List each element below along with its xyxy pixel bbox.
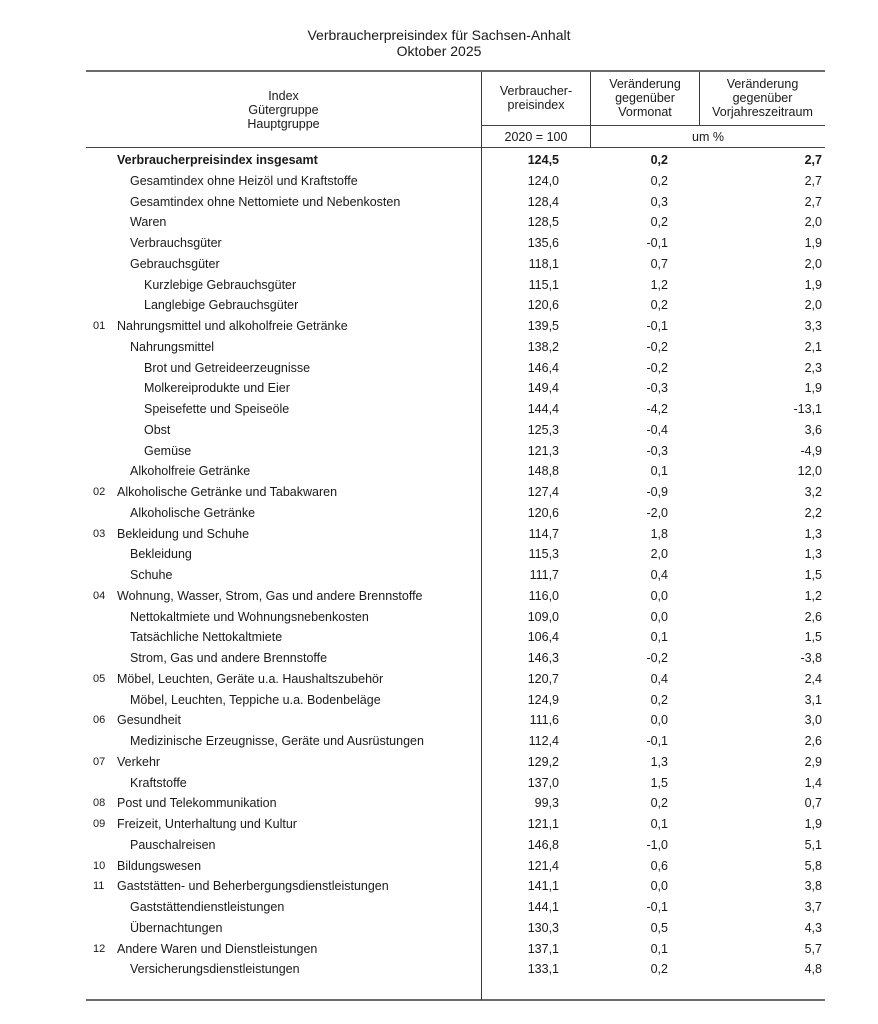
row-vorjahr: 2,7 — [804, 173, 822, 188]
table-row — [86, 876, 825, 897]
row-label: Alkoholische Getränke — [130, 505, 256, 520]
row-vorjahr: 1,2 — [804, 588, 822, 603]
row-vpi: 135,6 — [527, 236, 559, 250]
row-vormonat: -0,1 — [646, 319, 668, 333]
row-vormonat: 0,1 — [650, 464, 668, 479]
row-vorjahr: 3,7 — [804, 900, 822, 914]
table-bottom-rule — [86, 999, 825, 1001]
row-vorjahr: 5,8 — [804, 858, 822, 873]
row-vorjahr: 2,2 — [804, 505, 822, 520]
row-label: Möbel, Leuchten, Teppiche u.a. Bodenbeläge — [130, 692, 381, 707]
row-vorjahr: 2,0 — [804, 298, 822, 313]
header-vorjahr-line: Vorjahreszeitraum — [712, 105, 813, 119]
row-vorjahr: 2,1 — [804, 339, 822, 354]
row-vpi: 115,1 — [528, 277, 559, 292]
row-label: Alkoholische Getränke und Tabakwaren — [117, 485, 338, 499]
row-vpi: 124,9 — [527, 692, 559, 707]
row-vormonat: 0,5 — [650, 920, 668, 935]
row-vorjahr: 1,9 — [804, 381, 822, 396]
table-row — [86, 752, 825, 773]
row-vorjahr: 3,6 — [804, 422, 822, 437]
title-line-2: Oktober 2025 — [396, 43, 482, 59]
table-row — [86, 710, 825, 731]
row-vpi: 109,0 — [527, 609, 559, 624]
row-vorjahr: 0,7 — [804, 796, 822, 811]
table-row — [86, 503, 825, 524]
row-vorjahr: 1,9 — [804, 236, 822, 250]
row-vpi: 130,3 — [527, 920, 559, 935]
row-label: Bildungswesen — [117, 858, 202, 873]
table-row — [86, 897, 825, 918]
row-vpi: 127,4 — [527, 485, 559, 499]
row-label: Wohnung, Wasser, Strom, Gas und andere Brennstoffe — [117, 588, 423, 603]
row-vorjahr: 4,8 — [804, 962, 822, 977]
row-code: 10 — [93, 859, 106, 872]
row-vorjahr: 3,2 — [804, 485, 822, 499]
table-row — [86, 814, 825, 835]
table-row — [86, 627, 825, 648]
header-index — [86, 89, 481, 131]
row-label: Nahrungsmittel — [130, 339, 215, 354]
row-vormonat: 1,5 — [650, 775, 668, 790]
header-vormonat-line: Veränderung — [609, 77, 681, 91]
row-label: Speisefette und Speiseöle — [144, 402, 290, 416]
table-row — [86, 524, 825, 545]
header-vpi-line: Verbraucher- — [499, 84, 573, 98]
row-vorjahr: 2,3 — [804, 360, 822, 375]
header-vpi-line: preisindex — [507, 98, 565, 112]
table-row — [86, 669, 825, 690]
table-row — [86, 171, 825, 192]
row-vorjahr: 3,0 — [804, 713, 822, 728]
row-vpi: 99,3 — [534, 796, 559, 811]
table-row — [86, 731, 825, 752]
row-vpi: 115,3 — [528, 547, 559, 562]
row-vpi: 144,1 — [527, 900, 559, 914]
header-vpi — [482, 84, 590, 112]
row-vpi: 121,3 — [527, 443, 559, 458]
row-vorjahr: 2,7 — [804, 194, 822, 209]
table-row — [86, 482, 825, 503]
row-vormonat: 0,3 — [650, 194, 668, 209]
table-row — [86, 441, 825, 462]
row-vormonat: 0,4 — [650, 671, 668, 686]
row-vorjahr: 1,3 — [804, 526, 822, 541]
header-vormonat — [591, 77, 699, 119]
row-vorjahr: 5,1 — [804, 837, 822, 852]
row-vpi: 118,1 — [528, 256, 559, 271]
row-vormonat: -0,1 — [646, 900, 668, 914]
row-vormonat: 0,2 — [650, 298, 668, 313]
row-label: Gaststätten- und Beherbergungsdienstleistungen — [117, 879, 389, 894]
row-vorjahr: 1,9 — [804, 277, 822, 292]
row-vormonat: 0,4 — [650, 568, 668, 582]
row-code: 09 — [93, 818, 106, 830]
row-vpi: 111,7 — [529, 568, 559, 582]
row-vpi: 116,0 — [528, 588, 559, 603]
header-vormonat-line: Vormonat — [618, 105, 672, 119]
row-label: Gesamtindex ohne Nettomiete und Nebenkosten — [130, 194, 401, 209]
row-vorjahr: 3,3 — [804, 319, 822, 333]
row-vpi: 111,6 — [529, 713, 559, 728]
row-vormonat: -4,2 — [646, 402, 668, 416]
row-label: Gaststättendienstleistungen — [130, 900, 285, 914]
table-row — [86, 856, 825, 877]
table-row — [86, 835, 825, 856]
row-label: Pauschalreisen — [130, 837, 216, 852]
row-vpi: 106,4 — [527, 630, 559, 645]
row-vormonat: 0,1 — [650, 817, 668, 831]
row-label: Übernachtungen — [130, 920, 223, 935]
table-row — [86, 607, 825, 628]
header-unit-change: um % — [692, 130, 724, 144]
row-code: 12 — [93, 942, 106, 955]
title-line-1: Verbraucherpreisindex für Sachsen-Anhalt — [307, 27, 571, 43]
row-label: Post und Telekommunikation — [117, 796, 277, 811]
row-vpi: 121,4 — [527, 858, 559, 873]
row-vpi: 137,1 — [527, 941, 559, 956]
table-top-rule — [86, 70, 825, 72]
row-vorjahr: 2,4 — [804, 671, 822, 686]
row-label: Alkoholfreie Getränke — [130, 464, 251, 479]
row-vpi: 124,5 — [527, 153, 559, 167]
header-vormonat-line: gegenüber — [615, 91, 675, 105]
table-row — [86, 378, 825, 399]
row-code: 06 — [93, 714, 106, 727]
row-vpi: 133,1 — [527, 962, 559, 977]
row-vormonat: -0,2 — [646, 651, 668, 665]
row-label: Gesamtindex ohne Heizöl und Kraftstoffe — [130, 173, 358, 188]
row-label: Möbel, Leuchten, Geräte u.a. Haushaltszubehör — [117, 671, 384, 686]
row-label: Freizeit, Unterhaltung und Kultur — [117, 817, 297, 831]
row-label: Kurzlebige Gebrauchsgüter — [144, 277, 297, 292]
row-vorjahr: 1,5 — [804, 568, 822, 582]
row-vpi: 124,0 — [527, 173, 559, 188]
header-bottom-rule — [86, 147, 825, 148]
row-vormonat: -0,3 — [646, 443, 668, 458]
row-vormonat: 0,0 — [650, 713, 668, 728]
header-vorjahr-line: Veränderung — [726, 77, 799, 91]
row-vorjahr: 3,8 — [804, 879, 822, 894]
row-vpi: 149,4 — [527, 381, 559, 396]
row-vormonat: 0,2 — [650, 215, 668, 230]
row-vorjahr: 4,3 — [804, 920, 822, 935]
header-index-line: Hauptgruppe — [247, 117, 320, 131]
row-label: Molkereiprodukte und Eier — [144, 381, 290, 396]
row-vormonat: 0,0 — [650, 588, 668, 603]
row-vpi: 125,3 — [527, 422, 559, 437]
table-row — [86, 420, 825, 441]
header-unit-vpi: 2020 = 100 — [504, 130, 568, 144]
row-label: Strom, Gas und andere Brennstoffe — [130, 651, 328, 665]
row-vpi: 138,2 — [527, 339, 559, 354]
row-code: 05 — [93, 672, 106, 685]
row-label: Waren — [130, 215, 167, 230]
row-vpi: 146,3 — [527, 651, 559, 665]
table-body — [86, 150, 825, 980]
table-row — [86, 918, 825, 939]
table-row — [86, 295, 825, 316]
row-label: Brot und Getreideerzeugnisse — [144, 360, 311, 375]
row-label: Verkehr — [117, 754, 161, 769]
row-vorjahr: 3,1 — [804, 692, 822, 707]
row-vorjahr: 1,5 — [804, 630, 822, 645]
row-vorjahr: -4,9 — [800, 443, 822, 458]
row-vormonat: 0,1 — [650, 941, 668, 956]
row-label: Andere Waren und Dienstleistungen — [117, 941, 318, 956]
row-vormonat: 0,0 — [650, 609, 668, 624]
row-vormonat: 1,8 — [650, 526, 668, 541]
row-code: 11 — [93, 880, 105, 893]
row-label: Gesundheit — [117, 713, 181, 728]
row-vorjahr: 2,6 — [804, 734, 822, 748]
row-label: Schuhe — [130, 568, 173, 582]
row-code: 04 — [93, 589, 106, 602]
table-row — [86, 212, 825, 233]
row-vpi: 141,1 — [527, 879, 559, 894]
row-vormonat: 0,1 — [650, 630, 668, 645]
table-row — [86, 690, 825, 711]
row-code: 03 — [93, 527, 106, 540]
row-vormonat: 1,3 — [650, 754, 668, 769]
row-vormonat: 0,2 — [650, 153, 668, 167]
row-label: Verbrauchsgüter — [130, 236, 222, 250]
table-row — [86, 233, 825, 254]
row-vormonat: -0,2 — [646, 360, 668, 375]
table-row — [86, 939, 825, 960]
row-vormonat: -0,9 — [646, 485, 668, 499]
row-vpi: 137,0 — [527, 775, 559, 790]
row-label: Kraftstoffe — [130, 775, 187, 790]
row-vorjahr: 1,9 — [804, 817, 822, 831]
table-row — [86, 565, 825, 586]
row-vorjahr: 2,7 — [804, 153, 822, 167]
row-label: Nettokaltmiete und Wohnungsnebenkosten — [130, 609, 369, 624]
header-vorjahr-line: gegenüber — [732, 91, 793, 105]
row-vpi: 146,8 — [527, 837, 559, 852]
row-vorjahr: 12,0 — [797, 464, 822, 479]
table-row — [86, 648, 825, 669]
row-code: 07 — [93, 755, 106, 768]
row-vormonat: 0,0 — [650, 879, 668, 894]
row-vorjahr: 2,0 — [804, 256, 822, 271]
row-label: Versicherungsdienstleistungen — [130, 962, 300, 977]
row-vpi: 128,5 — [527, 215, 559, 230]
table-row — [86, 192, 825, 213]
row-code: 01 — [93, 320, 106, 332]
table-row — [86, 337, 825, 358]
row-label: Obst — [144, 422, 171, 437]
row-vpi: 146,4 — [527, 360, 559, 375]
header-index-line: Index — [268, 89, 299, 103]
table-row — [86, 461, 825, 482]
row-vormonat: 0,2 — [650, 173, 668, 188]
row-code: 08 — [93, 797, 106, 810]
table-row — [86, 275, 825, 296]
row-label: Medizinische Erzeugnisse, Geräte und Ausrüstungen — [130, 734, 424, 748]
row-vpi: 120,6 — [527, 298, 559, 313]
row-vorjahr: 2,0 — [804, 215, 822, 230]
row-vormonat: -0,2 — [646, 339, 668, 354]
table-row — [86, 316, 825, 337]
row-vormonat: -0,3 — [646, 381, 668, 396]
row-vorjahr: -13,1 — [793, 402, 822, 416]
row-vorjahr: 1,4 — [804, 775, 822, 790]
row-vorjahr: 2,9 — [804, 754, 822, 769]
row-vormonat: -1,0 — [646, 837, 668, 852]
row-vpi: 120,7 — [527, 671, 559, 686]
row-label: Bekleidung und Schuhe — [117, 526, 250, 541]
row-vormonat: 1,2 — [650, 277, 668, 292]
row-vormonat: 0,7 — [650, 256, 668, 271]
table-row — [86, 399, 825, 420]
table-row — [86, 586, 825, 607]
row-label: Nahrungsmittel und alkoholfreie Getränke — [117, 319, 348, 333]
row-vormonat: 0,2 — [650, 962, 668, 977]
table-title — [0, 27, 878, 59]
row-vormonat: -0,1 — [646, 734, 668, 748]
table-row — [86, 793, 825, 814]
row-vorjahr: 2,6 — [804, 609, 822, 624]
table-row — [86, 150, 825, 171]
row-vormonat: -0,4 — [646, 422, 668, 437]
table-row — [86, 358, 825, 379]
table-row — [86, 544, 825, 565]
row-label: Bekleidung — [130, 547, 192, 562]
row-vorjahr: -3,8 — [800, 651, 822, 665]
row-code: 02 — [93, 486, 106, 498]
row-vpi: 128,4 — [527, 194, 559, 209]
row-label: Gebrauchsgüter — [130, 256, 220, 271]
row-label: Gemüse — [144, 443, 192, 458]
row-vormonat: 0,2 — [650, 796, 668, 811]
row-label: Tatsächliche Nettokaltmiete — [130, 630, 283, 645]
row-vpi: 114,7 — [528, 526, 559, 541]
row-vpi: 121,1 — [527, 817, 559, 831]
row-vormonat: -0,1 — [646, 236, 668, 250]
header-vorjahr — [700, 77, 825, 119]
row-label: Verbraucherpreisindex insgesamt — [117, 153, 318, 167]
row-label: Langlebige Gebrauchsgüter — [144, 298, 299, 313]
header-index-line: Gütergruppe — [248, 103, 319, 117]
table-row — [86, 773, 825, 794]
row-vorjahr: 1,3 — [804, 547, 822, 562]
row-vpi: 148,8 — [527, 464, 559, 479]
table-row — [86, 254, 825, 275]
row-vpi: 139,5 — [527, 319, 559, 333]
table-row — [86, 959, 825, 980]
header-unit-rule — [481, 125, 825, 126]
row-vormonat: -2,0 — [646, 505, 668, 520]
row-vorjahr: 5,7 — [804, 941, 822, 956]
row-vormonat: 0,2 — [650, 692, 668, 707]
row-vpi: 120,6 — [527, 505, 559, 520]
row-vpi: 129,2 — [527, 754, 559, 769]
row-vpi: 112,4 — [528, 734, 559, 748]
row-vormonat: 0,6 — [650, 858, 668, 873]
row-vpi: 144,4 — [527, 402, 559, 416]
row-vormonat: 2,0 — [650, 547, 668, 562]
